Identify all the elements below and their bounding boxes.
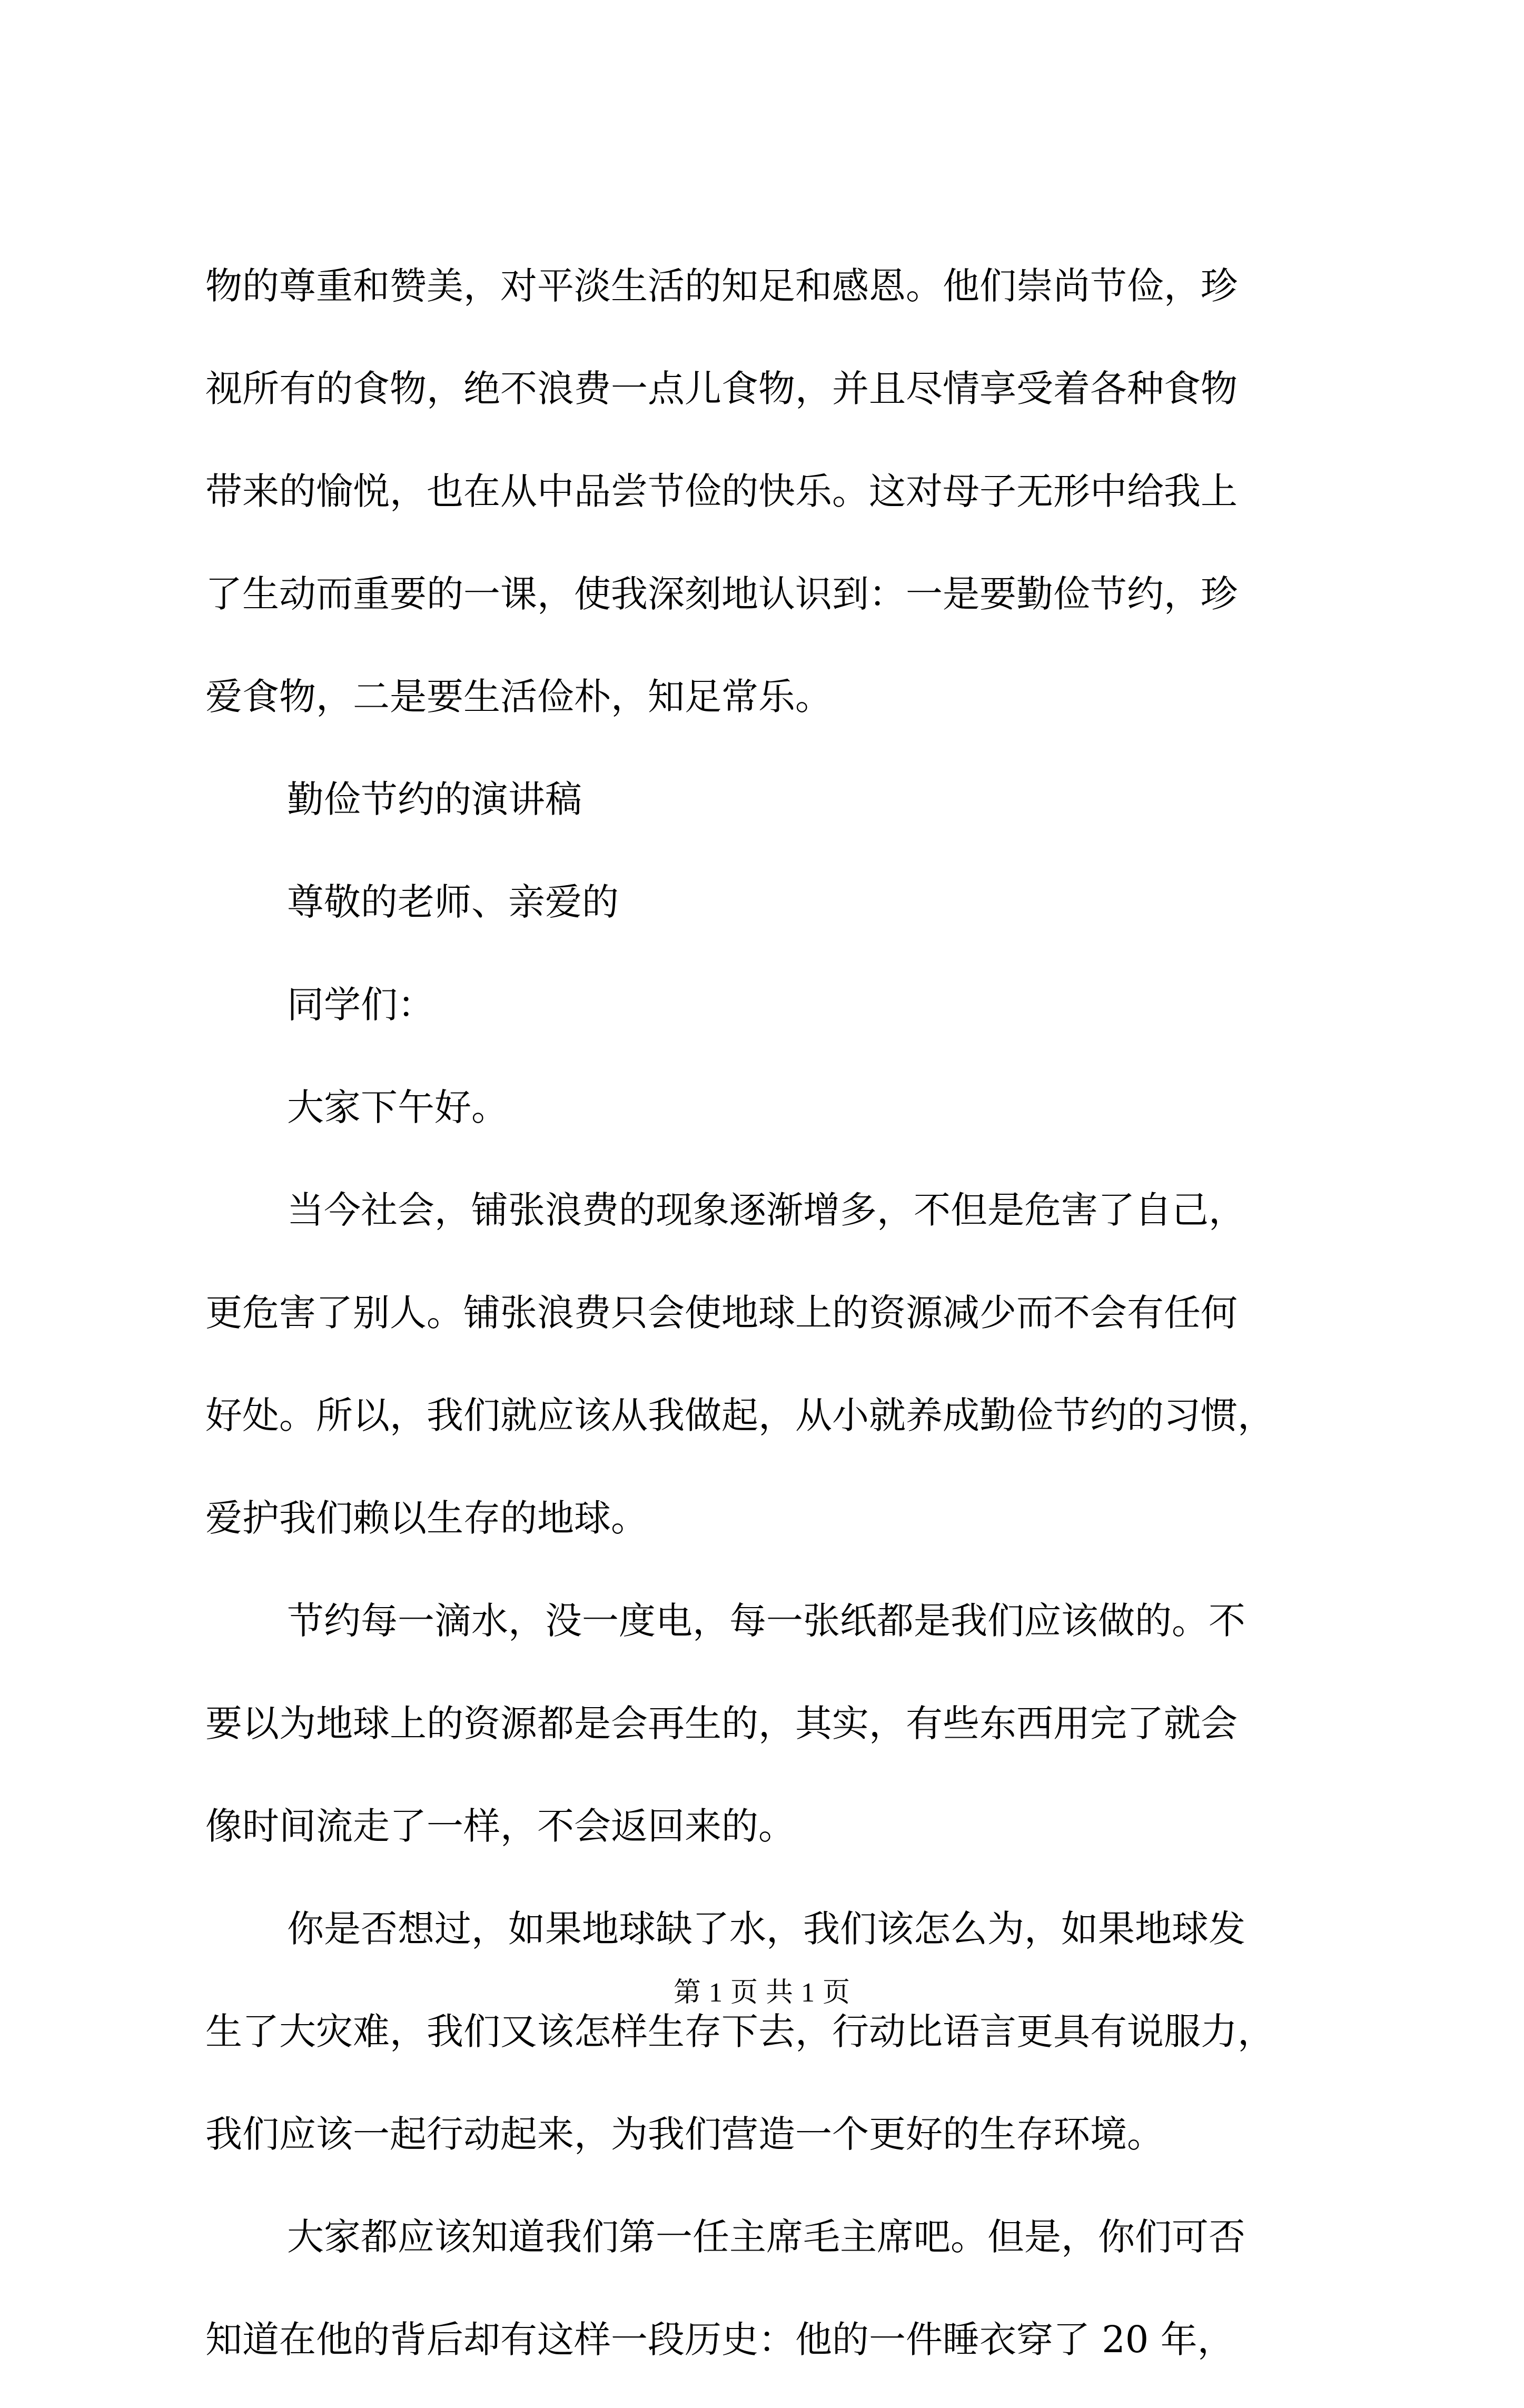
text-line: 爱护我们赖以生存的地球。	[205, 1497, 648, 1540]
document-body	[205, 252, 1338, 2408]
text-line: 爱食物，二是要生活俭朴，知足常乐。	[205, 675, 832, 718]
text-line: 视所有的食物，绝不浪费一点儿食物，并且尽情享受着各种食物	[205, 367, 1238, 410]
text-line: 了生动而重要的一课，使我深刻地认识到：一是要勤俭节约，珍	[205, 572, 1238, 616]
text-line: 更危害了别人。铺张浪费只会使地球上的资源减少而不会有任何	[205, 1291, 1238, 1334]
text-line: 生了大灾难，我们又该怎样生存下去，行动比语言更具有说服力，	[205, 2010, 1274, 2053]
text-line: 我们应该一起行动起来，为我们营造一个更好的生存环境。	[205, 2113, 1164, 2156]
text-line: 大家都应该知道我们第一任主席毛主席吧。但是，你们可否	[287, 2215, 1245, 2258]
text-line: 像时间流走了一样，不会返回来的。	[205, 1805, 795, 1848]
text-line: 好处。所以，我们就应该从我做起，从小就养成勤俭节约的习惯，	[205, 1394, 1274, 1437]
text-line: 知道在他的背后却有这样一段历史：他的一件睡衣穿了 20 年，	[205, 2318, 1234, 2361]
text-line: 带来的愉悦，也在从中品尝节俭的快乐。这对母子无形中给我上	[205, 470, 1238, 513]
text-line: 尊敬的老师、亲爱的	[287, 880, 619, 924]
text-line: 勤俭节约的演讲稿	[287, 778, 582, 821]
page-footer: 第 1 页 共 1 页	[673, 1978, 850, 2008]
text-line: 物的尊重和赞美，对平淡生活的知足和感恩。他们崇尚节俭，珍	[205, 264, 1238, 308]
text-line: 节约每一滴水，没一度电，每一张纸都是我们应该做的。不	[287, 1599, 1245, 1642]
text-line: 同学们：	[287, 983, 434, 1026]
text-line: 大家下午好。	[287, 1086, 508, 1129]
text-line: 你是否想过，如果地球缺了水，我们该怎么为，如果地球发	[287, 1907, 1245, 1950]
text-line: 当今社会，铺张浪费的现象逐渐增多，不但是危害了自己，	[287, 1188, 1245, 1232]
text-line: 要以为地球上的资源都是会再生的，其实，有些东西用完了就会	[205, 1702, 1238, 1745]
